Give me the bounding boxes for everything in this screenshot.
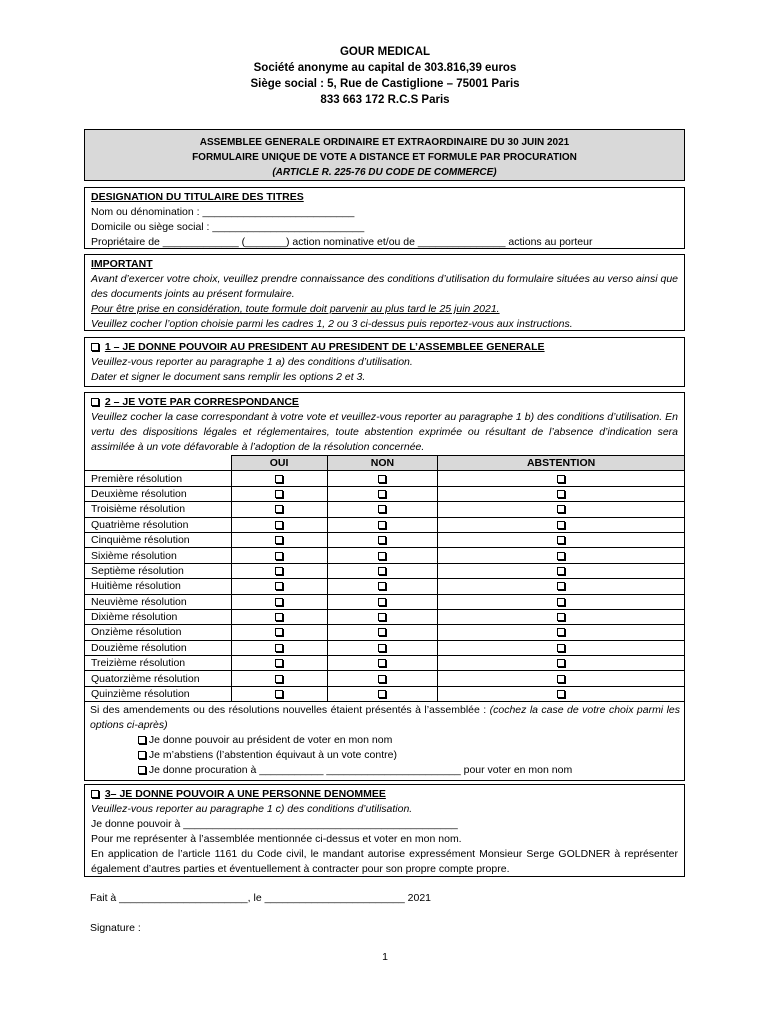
vote-cell-non xyxy=(327,625,437,640)
resolution-label: Dixième résolution xyxy=(85,609,232,624)
vote-cell-non xyxy=(327,579,437,594)
vote-cell-non xyxy=(327,517,437,532)
amendments-block xyxy=(90,703,680,778)
option-3-checkbox[interactable] xyxy=(91,790,99,798)
vote-cell-non xyxy=(327,609,437,624)
vote-oui-checkbox[interactable] xyxy=(275,613,283,621)
option-1-text-2: Dater et signer le document sans remplir les options 2 et 3. xyxy=(91,371,366,383)
vote-non-checkbox[interactable] xyxy=(378,628,386,636)
resolution-label: Douzième résolution xyxy=(85,640,232,655)
document-header xyxy=(0,44,770,108)
vote-cell-abstention xyxy=(438,471,685,486)
amend-choice-2-checkbox[interactable] xyxy=(138,751,146,759)
company-seat: Siège social : 5, Rue de Castiglione – 75001 Paris xyxy=(250,78,520,90)
important-box xyxy=(84,254,685,331)
vote-cell-oui xyxy=(231,671,327,686)
resolution-label: Treizième résolution xyxy=(85,656,232,671)
vote-abstention-checkbox[interactable] xyxy=(557,659,565,667)
option-2-text: Veuillez cocher la case correspondant à votre vote et veuillez-vous reporter au paragraphe 1 b) des conditions d’utilisation. En vertu des dispositions légales et réglementaires, toute abstention exprimée ou résultant de l’absence d’indication sera assimilée à un vote défavorable à l’adoption de la résolution concernée. xyxy=(91,411,678,453)
vote-cell-non xyxy=(327,532,437,547)
vote-cell-abstention xyxy=(438,594,685,609)
vote-cell-non xyxy=(327,656,437,671)
vote-oui-checkbox[interactable] xyxy=(275,521,283,529)
vote-abstention-checkbox[interactable] xyxy=(557,675,565,683)
vote-non-checkbox[interactable] xyxy=(378,552,386,560)
proxy-name-field[interactable]: Je donne pouvoir à _______________________________________________ xyxy=(91,818,458,830)
company-rcs: 833 663 172 R.C.S Paris xyxy=(320,94,450,106)
vote-abstention-checkbox[interactable] xyxy=(557,598,565,606)
vote-non-checkbox[interactable] xyxy=(378,536,386,544)
vote-cell-oui xyxy=(231,625,327,640)
option-3-title: 3– JE DONNE POUVOIR A UNE PERSONNE DENOMMEE xyxy=(104,788,386,800)
vote-cell-oui xyxy=(231,517,327,532)
resolution-vote-table xyxy=(84,455,685,702)
table-row xyxy=(85,502,685,517)
vote-cell-non xyxy=(327,548,437,563)
vote-cell-oui xyxy=(231,656,327,671)
vote-cell-oui xyxy=(231,532,327,547)
option-1-box xyxy=(84,337,685,387)
table-row xyxy=(85,594,685,609)
resolution-label: Onzième résolution xyxy=(85,625,232,640)
table-row xyxy=(85,671,685,686)
vote-cell-abstention xyxy=(438,486,685,501)
vote-abstention-checkbox[interactable] xyxy=(557,505,565,513)
vote-oui-checkbox[interactable] xyxy=(275,598,283,606)
table-row xyxy=(85,579,685,594)
vote-oui-checkbox[interactable] xyxy=(275,675,283,683)
important-deadline: Pour être prise en considération, toute formule doit parvenir au plus tard le 25 juin 2021. xyxy=(91,303,500,315)
header-oui: OUI xyxy=(231,456,327,471)
vote-cell-oui xyxy=(231,563,327,578)
vote-cell-abstention xyxy=(438,548,685,563)
vote-cell-oui xyxy=(231,609,327,624)
holder-name-field[interactable]: Nom ou dénomination : __________________________ xyxy=(91,206,355,218)
place-date-field[interactable]: Fait à ______________________, le ________________________ 2021 xyxy=(90,892,431,904)
resolution-label: Sixième résolution xyxy=(85,548,232,563)
form-title-box xyxy=(84,129,685,181)
designation-heading: DESIGNATION DU TITULAIRE DES TITRES xyxy=(91,191,304,203)
vote-cell-oui xyxy=(231,594,327,609)
resolution-label: Cinquième résolution xyxy=(85,532,232,547)
amend-choice-2: Je m’abstiens (l’abstention équivaut à un vote contre) xyxy=(148,749,397,761)
vote-oui-checkbox[interactable] xyxy=(275,582,283,590)
header-non: NON xyxy=(327,456,437,471)
title-line-3: (ARTICLE R. 225-76 DU CODE DE COMMERCE) xyxy=(272,167,497,178)
vote-abstention-checkbox[interactable] xyxy=(557,644,565,652)
vote-cell-non xyxy=(327,471,437,486)
vote-non-checkbox[interactable] xyxy=(378,613,386,621)
vote-cell-abstention xyxy=(438,656,685,671)
amend-choice-3: Je donne procuration à ___________ _______________________ pour voter en mon nom xyxy=(148,764,573,776)
vote-oui-checkbox[interactable] xyxy=(275,536,283,544)
vote-oui-checkbox[interactable] xyxy=(275,628,283,636)
vote-cell-oui xyxy=(231,502,327,517)
vote-non-checkbox[interactable] xyxy=(378,521,386,529)
resolution-label: Neuvième résolution xyxy=(85,594,232,609)
resolution-label: Quinzième résolution xyxy=(85,686,232,701)
vote-cell-abstention xyxy=(438,686,685,701)
vote-non-checkbox[interactable] xyxy=(378,659,386,667)
vote-abstention-checkbox[interactable] xyxy=(557,567,565,575)
vote-cell-abstention xyxy=(438,532,685,547)
vote-cell-non xyxy=(327,486,437,501)
table-row xyxy=(85,625,685,640)
vote-oui-checkbox[interactable] xyxy=(275,552,283,560)
vote-cell-non xyxy=(327,640,437,655)
vote-abstention-checkbox[interactable] xyxy=(557,490,565,498)
vote-cell-abstention xyxy=(438,579,685,594)
header-blank xyxy=(85,456,232,471)
resolution-label: Première résolution xyxy=(85,471,232,486)
vote-cell-oui xyxy=(231,471,327,486)
vote-cell-oui xyxy=(231,640,327,655)
holder-domicile-field[interactable]: Domicile ou siège social : __________________________ xyxy=(91,221,365,233)
vote-abstention-checkbox[interactable] xyxy=(557,521,565,529)
vote-cell-non xyxy=(327,502,437,517)
option-1-checkbox[interactable] xyxy=(91,343,99,351)
amend-choice-1-checkbox[interactable] xyxy=(138,736,146,744)
vote-table-header xyxy=(85,456,685,471)
option-2-checkbox[interactable] xyxy=(91,398,99,406)
vote-non-checkbox[interactable] xyxy=(378,598,386,606)
table-row xyxy=(85,548,685,563)
table-row xyxy=(85,640,685,655)
vote-abstention-checkbox[interactable] xyxy=(557,475,565,483)
vote-non-checkbox[interactable] xyxy=(378,475,386,483)
resolution-label: Troisième résolution xyxy=(85,502,232,517)
vote-cell-non xyxy=(327,686,437,701)
signature-label: Signature : xyxy=(90,922,141,934)
table-row xyxy=(85,471,685,486)
vote-cell-non xyxy=(327,563,437,578)
vote-cell-abstention xyxy=(438,563,685,578)
vote-oui-checkbox[interactable] xyxy=(275,505,283,513)
table-row xyxy=(85,563,685,578)
vote-abstention-checkbox[interactable] xyxy=(557,628,565,636)
amend-choice-1: Je donne pouvoir au président de voter en mon nom xyxy=(148,734,393,746)
amend-choice-3-checkbox[interactable] xyxy=(138,766,146,774)
vote-cell-non xyxy=(327,671,437,686)
resolution-label: Huitième résolution xyxy=(85,579,232,594)
resolution-label: Deuxième résolution xyxy=(85,486,232,501)
vote-abstention-checkbox[interactable] xyxy=(557,552,565,560)
vote-cell-oui xyxy=(231,548,327,563)
vote-cell-abstention xyxy=(438,671,685,686)
vote-oui-checkbox[interactable] xyxy=(275,567,283,575)
table-row xyxy=(85,609,685,624)
vote-abstention-checkbox[interactable] xyxy=(557,536,565,544)
vote-non-checkbox[interactable] xyxy=(378,505,386,513)
amendments-text: Si des amendements ou des résolutions nouvelles étaient présentés à l’assemblée : xyxy=(90,704,490,716)
vote-oui-checkbox[interactable] xyxy=(275,490,283,498)
vote-oui-checkbox[interactable] xyxy=(275,690,283,698)
title-line-1: ASSEMBLEE GENERALE ORDINAIRE ET EXTRAORDINAIRE DU 30 JUIN 2021 xyxy=(199,137,570,148)
option-1-text-1: Veuillez-vous reporter au paragraphe 1 a) des conditions d’utilisation. xyxy=(91,356,413,368)
designation-box xyxy=(84,187,685,249)
vote-non-checkbox[interactable] xyxy=(378,490,386,498)
table-row xyxy=(85,486,685,501)
vote-cell-abstention xyxy=(438,609,685,624)
vote-cell-oui xyxy=(231,486,327,501)
table-row xyxy=(85,517,685,532)
option-2-title: 2 – JE VOTE PAR CORRESPONDANCE xyxy=(104,396,299,408)
vote-oui-checkbox[interactable] xyxy=(275,659,283,667)
vote-abstention-checkbox[interactable] xyxy=(557,613,565,621)
vote-non-checkbox[interactable] xyxy=(378,675,386,683)
vote-non-checkbox[interactable] xyxy=(378,567,386,575)
vote-cell-oui xyxy=(231,579,327,594)
company-capital: Société anonyme au capital de 303.816,39 euros xyxy=(253,62,517,74)
vote-oui-checkbox[interactable] xyxy=(275,644,283,652)
important-text-1: Avant d’exercer votre choix, veuillez prendre connaissance des conditions d’utilisation du formulaire situées au verso ainsi que des documents joints au présent formulaire. xyxy=(91,273,678,300)
holder-shares-field[interactable]: Propriétaire de _____________ (_______) action nominative et/ou de _______________ actions au porteur xyxy=(91,236,593,248)
option-1-title: 1 – JE DONNE POUVOIR AU PRESIDENT AU PRESIDENT DE L’ASSEMBLEE GENERALE xyxy=(104,341,545,353)
important-heading: IMPORTANT xyxy=(91,258,153,270)
vote-abstention-checkbox[interactable] xyxy=(557,582,565,590)
vote-cell-abstention xyxy=(438,502,685,517)
vote-non-checkbox[interactable] xyxy=(378,582,386,590)
table-row xyxy=(85,656,685,671)
resolution-label: Quatrième résolution xyxy=(85,517,232,532)
vote-cell-abstention xyxy=(438,640,685,655)
table-row xyxy=(85,532,685,547)
option-3-text-1: Veuillez-vous reporter au paragraphe 1 c) des conditions d’utilisation. xyxy=(91,803,413,815)
resolution-label: Septième résolution xyxy=(85,563,232,578)
header-abstention: ABSTENTION xyxy=(438,456,685,471)
vote-cell-non xyxy=(327,594,437,609)
vote-cell-abstention xyxy=(438,517,685,532)
option-3-box xyxy=(84,784,685,877)
vote-cell-abstention xyxy=(438,625,685,640)
option-3-text-3: Pour me représenter à l’assemblée mentionnée ci-dessus et voter en mon nom. xyxy=(91,833,462,845)
resolution-label: Quatorzième résolution xyxy=(85,671,232,686)
important-text-3: Veuillez cocher l’option choisie parmi les cadres 1, 2 ou 3 ci-dessus puis reportez-vous aux instructions. xyxy=(91,318,573,330)
option-3-text-4: En application de l’article 1161 du Code civil, le mandant autorise expressément Monsieur Serge GOLDNER à représenter également d’autres parties et éventuellement à contracter pour son propre compte propre. xyxy=(91,848,678,875)
amendments-instruction: (cochez la case de votre choix parmi les options ci-après) xyxy=(90,704,681,731)
title-line-2: FORMULAIRE UNIQUE DE VOTE A DISTANCE ET FORMULE PAR PROCURATION xyxy=(192,152,577,163)
company-name: GOUR MEDICAL xyxy=(339,46,431,58)
vote-cell-oui xyxy=(231,686,327,701)
vote-oui-checkbox[interactable] xyxy=(275,475,283,483)
vote-abstention-checkbox[interactable] xyxy=(557,690,565,698)
vote-non-checkbox[interactable] xyxy=(378,690,386,698)
page-number: 1 xyxy=(382,951,388,963)
vote-non-checkbox[interactable] xyxy=(378,644,386,652)
table-row xyxy=(85,686,685,701)
